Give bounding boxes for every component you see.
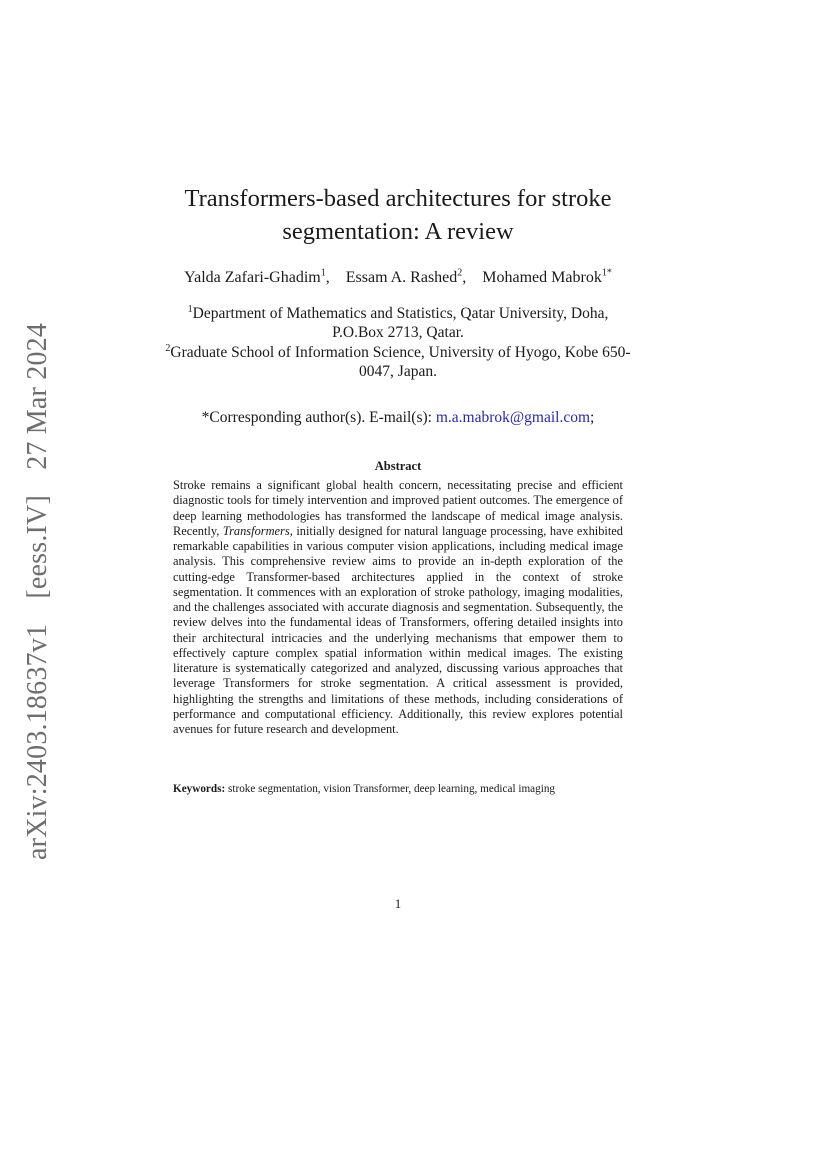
keywords-text: stroke segmentation, vision Transformer, deep learning, medical imaging [228,783,556,795]
keywords-label: Keywords: [173,783,226,795]
arxiv-id: arXiv:2403.18637v1 [22,623,53,860]
author-list [120,268,676,287]
author-affil-mark: 1 [320,268,326,279]
corresponding-suffix: ; [590,409,595,426]
affiliation-mark: 2 [165,343,171,354]
affiliation-mark: 1 [187,304,193,315]
abstract-heading: Abstract [374,459,422,473]
page-number: 1 [394,896,402,911]
affiliation [160,300,636,342]
author-name: Yalda Zafari-Ghadim [184,269,321,287]
author-name: Essam A. Rashed [345,269,458,287]
author [482,269,612,286]
affiliation-text: Department of Mathematics and Statistics, Qatar University, Doha, P.O.Box 2713, Qatar. [192,305,609,342]
paper-title: Transformers-based architectures for stroke segmentation: A review [184,185,612,245]
author: Yalda Zafari-Ghadim$^1$, [184,268,330,287]
abstract-body [173,478,623,737]
author-affil-mark: 1* [601,268,612,279]
corresponding-author [120,409,676,427]
abstract-emphasis: Transformers [222,523,290,538]
affiliation [160,339,636,381]
affiliation-text: Graduate School of Information Science, University of Hyogo, Kobe 650-0047, Japan. [170,344,631,381]
arxiv-date: 27 Mar 2024 [22,322,53,470]
arxiv-stamp [22,322,54,860]
abstract-text: Stroke remains a significant global health concern, necessitating precise and efficient diagnostic tools for timely intervention and improved patient outcomes. The emergence of deep learning methodologies has transformed the landscape of medical image analysis. Recently, [173,478,623,538]
corresponding-label: *Corresponding author(s). E-mail(s): [201,409,432,426]
abstract-text: , initially designed for natural language processing, have exhibited remarkable capabilities in various computer vision applications, including medical image analysis. This comprehensive review aims to provide an in-depth exploration of the cutting-edge Transformer-based architectures applied in the context of stroke segmentation. It commences with an exploration of stroke pathology, imaging modalities, and the challenges associated with accurate diagnosis and segmentation. Subsequently, the review delves into the fundamental ideas of Transformers, offering detailed insights into their architectural intricacies and the underlying mechanisms that empower them to effectively capture complex spatial information within medical images. The existing literature is systematically categorized and analyzed, discussing various approaches that leverage Transformers for stroke segmentation. A critical assessment is provided, highlighting the strengths and limitations of these methods, including considerations of performance and computational efficiency. Additionally, this review explores potential avenues for future research and development. [173,523,623,736]
keywords [173,783,623,795]
author-name: Mohamed Mabrok [482,269,602,287]
author: Essam A. Rashed$^2$, [345,268,467,287]
author-affil-mark: 2 [457,268,463,279]
arxiv-category: [eess.IV] [22,495,53,599]
email-link[interactable]: m.a.mabrok@gmail.com [435,409,591,426]
